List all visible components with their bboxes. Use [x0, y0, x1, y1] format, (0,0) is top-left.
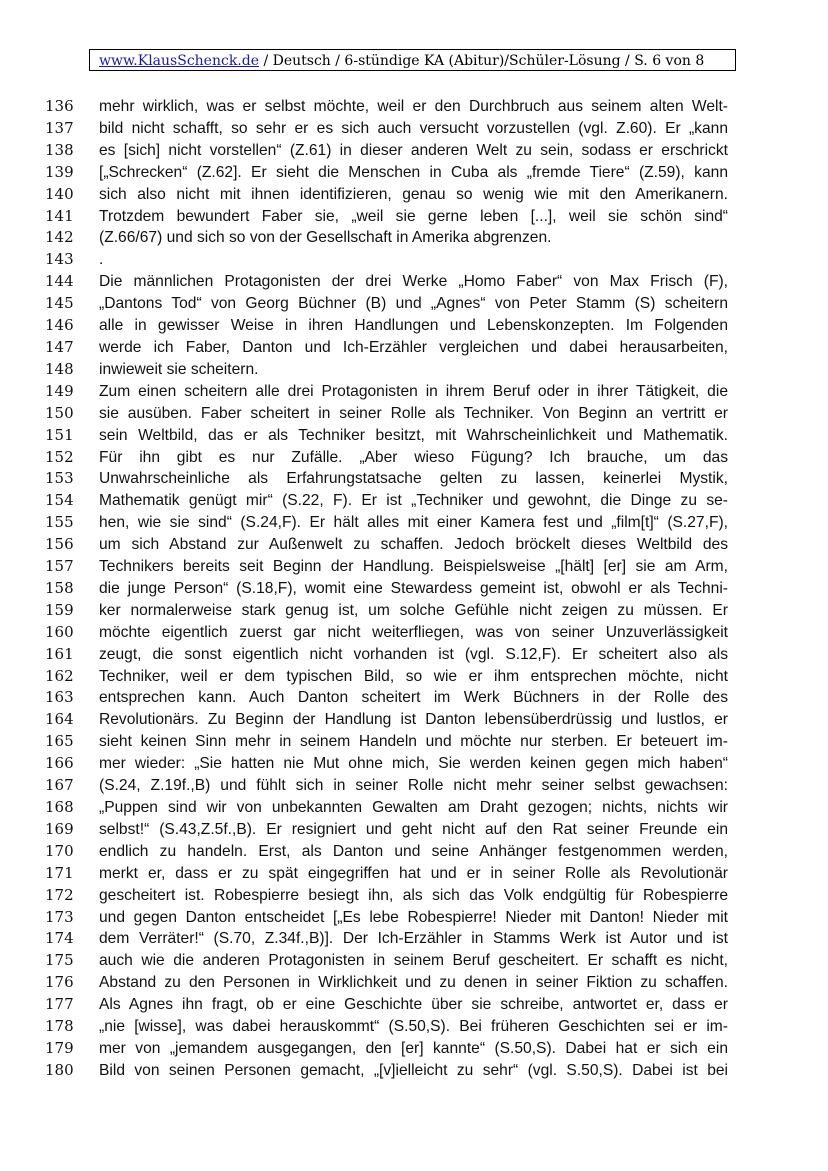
text-line [0, 184, 828, 206]
text-line [0, 578, 828, 600]
text-line [0, 140, 828, 162]
text-line [0, 1038, 828, 1060]
line-text: merkt er, dass er zu spät eingegriffen hat und er in seiner Rolle als Revolutionär [99, 864, 728, 882]
text-line [0, 271, 828, 293]
line-text: „nie [wisse], was dabei herauskommt“ (S.50,S). Bei früheren Geschichten sei er im- [99, 1018, 728, 1036]
text-line [0, 644, 828, 666]
line-text: es [sich] nicht vorstellen“ (Z.61) in dieser anderen Welt zu sein, sodass er erschrickt [99, 141, 728, 159]
text-line [0, 468, 828, 490]
line-number: 149 [45, 381, 74, 400]
line-number: 154 [45, 491, 74, 510]
line-text: Bild von seinen Personen gemacht, „[v]ielleicht zu sehr“ (vgl. S.50,S). Dabei ist bei [99, 1061, 728, 1079]
document-body [0, 96, 828, 1082]
text-line [0, 666, 828, 688]
line-text: inwieweit sie scheitern. [99, 360, 259, 378]
line-text: sie ausüben. Faber scheitert in seiner Rolle als Techniker. Von Beginn an vertritt er [99, 404, 728, 422]
text-line [0, 1016, 828, 1038]
text-line [0, 162, 828, 184]
line-text: Technikers bereits seit Beginn der Handlung. Beispielsweise „[hält] [er] sie am Arm, [99, 558, 728, 576]
text-line [0, 885, 828, 907]
text-line [0, 381, 828, 403]
line-text: „Dantons Tod“ von Georg Büchner (B) und „Agnes“ von Peter Stamm (S) scheitern [99, 295, 728, 313]
line-number: 164 [45, 710, 74, 729]
line-number: 172 [45, 885, 74, 904]
text-line [0, 753, 828, 775]
line-number: 144 [45, 272, 74, 291]
line-text: . [99, 251, 104, 269]
line-number: 175 [45, 951, 74, 970]
line-number: 150 [45, 403, 74, 422]
line-number: 180 [45, 1060, 74, 1079]
text-line [0, 447, 828, 469]
text-line [0, 994, 828, 1016]
line-text: gescheitert ist. Robespierre besiegt ihn, als sich das Volk endgültig für Robespierre [99, 886, 728, 904]
line-text: sich also nicht mit ihnen identifizieren, genau so wenig wie mit den Amerikanern. [99, 185, 728, 203]
line-text: Zum einen scheitern alle drei Protagonisten in ihrem Beruf oder in ihrer Tätigkeit, die [99, 382, 728, 400]
line-text: Unwahrscheinliche als Erfahrungstatsache gelten zu lassen, keinerlei Mystik, [99, 470, 728, 488]
text-line [0, 403, 828, 425]
text-line [0, 950, 828, 972]
line-number: 136 [45, 97, 74, 115]
text-line [0, 907, 828, 929]
text-line [0, 1060, 828, 1082]
line-number: 153 [45, 469, 74, 488]
text-line [0, 512, 828, 534]
text-line [0, 731, 828, 753]
line-text: die junge Person“ (S.18,F), womit eine Stewardess gemeint ist, obwohl er als Techni- [99, 579, 728, 597]
text-line [0, 928, 828, 950]
line-text: Für ihn gibt es nur Zufälle. „Aber wieso Fügung? Ich brauche, um das [99, 448, 728, 466]
line-number: 137 [45, 118, 74, 137]
line-text: ker normalerweise stark genug ist, um solche Gefühle nicht zeigen zu müssen. Er [99, 601, 728, 619]
line-text: Mathematik genügt mir“ (S.22, F). Er ist „Techniker und gewohnt, die Dinge zu se- [99, 492, 728, 510]
line-text: sein Weltbild, das er als Techniker besitzt, mit Wahrscheinlichkeit und Mathematik. [99, 426, 728, 444]
line-number: 171 [45, 863, 74, 882]
line-number: 162 [45, 666, 74, 685]
text-line [0, 797, 828, 819]
line-number: 173 [45, 907, 74, 926]
line-number: 157 [45, 557, 74, 576]
line-text: auch wie die anderen Protagonisten in seinem Beruf gescheitert. Er schafft es nicht, [99, 952, 728, 970]
line-text: sieht keinen Sinn mehr in seinem Handeln und möchte nur sterben. Er beteuert im- [99, 733, 728, 751]
text-line [0, 534, 828, 556]
line-text: Revolutionärs. Zu Beginn der Handlung ist Danton lebensüberdrüssig und lustlos, er [99, 711, 728, 729]
text-line [0, 337, 828, 359]
text-line [0, 687, 828, 709]
line-text: entsprechen kann. Auch Danton scheitert im Werk Büchners in der Rolle des [99, 689, 728, 707]
line-text: alle in gewisser Weise in ihren Handlungen und Lebenskonzepten. Im Folgenden [99, 317, 728, 335]
line-text: werde ich Faber, Danton und Ich-Erzähler vergleichen und dabei herausarbeiten, [99, 338, 728, 356]
text-line [0, 622, 828, 644]
line-text: Abstand zu den Personen in Wirklichkeit und zu denen in seiner Fiktion zu schaffen. [99, 974, 728, 992]
line-number: 174 [45, 929, 74, 948]
text-line [0, 315, 828, 337]
line-number: 177 [45, 995, 74, 1014]
line-number: 160 [45, 622, 74, 641]
line-number: 155 [45, 513, 74, 532]
line-number: 166 [45, 754, 74, 773]
text-line [0, 227, 828, 249]
text-line [0, 118, 828, 140]
text-line [0, 206, 828, 228]
line-text: und gegen Danton entscheidet [„Es lebe Robespierre! Nieder mit Danton! Nieder mit [99, 908, 728, 926]
line-number: 161 [45, 644, 74, 663]
line-number: 167 [45, 776, 74, 795]
line-number: 151 [45, 425, 74, 444]
line-number: 141 [45, 206, 74, 225]
line-number: 139 [45, 162, 74, 181]
line-text: zeugt, die sonst eigentlich nicht vorhanden ist (vgl. S.12,F). Er scheitert also als [99, 645, 728, 663]
line-number: 143 [45, 250, 74, 269]
text-line [0, 972, 828, 994]
text-line [0, 96, 828, 118]
line-number: 142 [45, 228, 74, 247]
line-number: 140 [45, 184, 74, 203]
line-number: 159 [45, 600, 74, 619]
line-text: (Z.66/67) und sich so von der Gesellschaft in Amerika abgrenzen. [99, 229, 552, 247]
line-text: endlich zu handeln. Erst, als Danton und seine Anhänger festgenommen werden, [99, 842, 728, 860]
text-line [0, 819, 828, 841]
website-link[interactable]: www.KlausSchenck.de [99, 53, 259, 69]
text-line [0, 490, 828, 512]
line-text: Trotzdem bewundert Faber sie, „weil sie gerne leben [...], weil sie schön sind“ [99, 207, 728, 225]
line-number: 145 [45, 294, 74, 313]
text-line [0, 600, 828, 622]
line-number: 146 [45, 316, 74, 335]
line-number: 152 [45, 447, 74, 466]
line-text: (S.24, Z.19f.,B) und fühlt sich in seiner Rolle nicht mehr seiner selbst gewachsen: [99, 777, 728, 795]
line-text: möchte eigentlich zuerst gar nicht weiterfliegen, was von seiner Unzuverlässigkeit [99, 623, 728, 641]
line-number: 147 [45, 337, 74, 356]
header-text: / Deutsch / 6-stündige KA (Abitur)/Schüler-Lösung / S. 6 von 8 [259, 53, 705, 69]
line-text: „Puppen sind wir von unbekannten Gewalten am Draht gezogen; nichts, nichts wir [99, 799, 728, 816]
text-line [0, 709, 828, 731]
line-text: mer wieder: „Sie hatten nie Mut ohne mich, Sie werden keinen gegen mich haben“ [99, 755, 728, 773]
line-number: 138 [45, 140, 74, 159]
text-line [0, 863, 828, 885]
line-text: bild nicht schafft, so sehr er es sich auch versucht vorzustellen (vgl. Z.60). Er „kann [99, 119, 728, 137]
line-number: 158 [45, 578, 74, 597]
line-number: 165 [45, 732, 74, 751]
page-header [89, 49, 736, 71]
line-number: 179 [45, 1038, 74, 1057]
line-number: 178 [45, 1017, 74, 1036]
text-line [0, 775, 828, 797]
line-number: 169 [45, 819, 74, 838]
text-line [0, 556, 828, 578]
line-text: mehr wirklich, was er selbst möchte, weil er den Durchbruch aus seinem alten Welt- [99, 98, 728, 115]
line-text: dem Verräter!“ (S.70, Z.34f.,B)]. Der Ich-Erzähler in Stamms Werk ist Autor und ist [99, 930, 728, 948]
line-text: mer von „jemandem ausgegangen, den [er] kannte“ (S.50,S). Dabei hat er sich ein [99, 1039, 728, 1057]
line-number: 148 [45, 359, 74, 378]
text-line [0, 841, 828, 863]
line-number: 168 [45, 798, 74, 816]
text-line [0, 249, 828, 271]
line-number: 156 [45, 535, 74, 554]
line-number: 170 [45, 841, 74, 860]
line-number: 176 [45, 973, 74, 992]
text-line [0, 425, 828, 447]
line-text: Die männlichen Protagonisten der drei Werke „Homo Faber“ von Max Frisch (F), [99, 273, 728, 291]
line-text: Als Agnes ihn fragt, ob er eine Geschichte über sie schreibe, antwortet er, dass er [99, 996, 728, 1014]
text-line [0, 293, 828, 315]
line-text: hen, wie sie sind“ (S.24,F). Er hält alles mit einer Kamera fest und „film[t]“ (S.27,F), [99, 514, 728, 532]
line-text: Techniker, weil er dem typischen Bild, so wie er ihm entsprechen möchte, nicht [99, 667, 728, 685]
line-text: [„Schrecken“ (Z.62]. Er sieht die Menschen in Cuba als „fremde Tiere“ (Z.59), kann [99, 163, 728, 181]
line-number: 163 [45, 688, 74, 707]
text-line [0, 359, 828, 381]
line-text: selbst!“ (S.43,Z.5f.,B). Er resigniert und geht nicht auf den Rat seiner Freunde ein [99, 820, 728, 838]
line-text: um sich Abstand zur Außenwelt zu schaffen. Jedoch bröckelt dieses Weltbild des [99, 536, 728, 554]
